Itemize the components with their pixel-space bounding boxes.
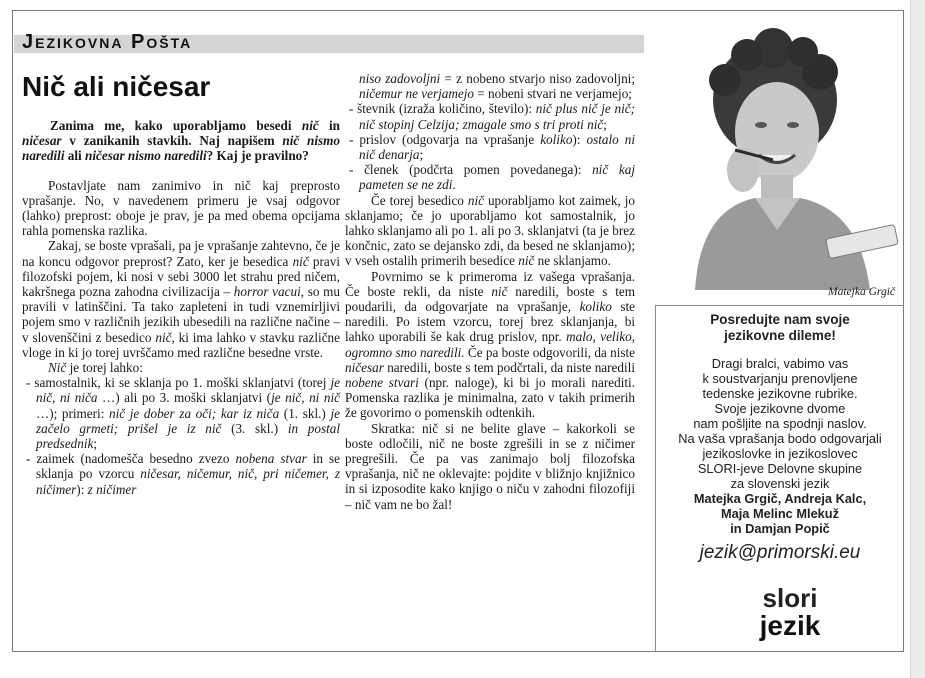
logo-top-text: slori <box>762 583 818 613</box>
promo-line: jezikoslovke in jezikoslovec <box>702 446 858 461</box>
promo-line: k soustvarjanju prenovljene <box>702 371 858 386</box>
paragraph-3: Nič je torej lahko: <box>48 360 143 376</box>
paragraph-6: Skratka: nič si ne belite glave – kakorkoli se boste odločili, nič ne boste zgrešili in se z ničimer pregrešili. Če pa vas zanimajo bolj filozofska vprašanja, nič ne oklevajte: pojdite v bližnjo knjižnico in si izposodite kako knjigo o niču v zahodni filozofiji – nič vam ne bo žal! <box>345 420 635 512</box>
portrait-image <box>655 20 903 290</box>
promo-line: SLORI-jeve Delovne skupine <box>697 461 863 476</box>
column-left <box>22 118 340 497</box>
scrollbar[interactable] <box>910 0 925 678</box>
list-item-zaimek-continued: niso zadovoljni = z nobeno stvarjo niso zadovoljni; ničemur ne verjamejo = nobeni stvari ne verjamejo; <box>359 71 635 102</box>
section-title: Jezikovna Pošta <box>22 31 193 53</box>
promo-line: za slovenski jezik <box>730 476 830 491</box>
promo-heading <box>656 312 904 344</box>
paragraph-5: Povrnimo se k primeroma iz vašega vprašanja. Če boste rekli, da niste nič naredili, boste s tem poudarili, da odgovarjate na vprašanje, koliko ste naredili. Po istem vzorcu, torej brez sklanjanja, bi lahko uporabili še kak drug prislov, npr. malo, veliko, ogromno smo naredili. Če pa boste odgovorili, da niste ničesar naredili, boste s tem podčrtali, da niste naredili nobene stvari (npr. naloge), ki bi jo morali narediti. Pomenska razlika je minimalna, zato v takih primerih že govorimo o pomenskih odtenkih. <box>345 268 636 421</box>
column-middle <box>345 71 635 512</box>
paragraph-4: Če torej besedico nič uporabljamo kot zaimek, jo sklanjamo; če jo uporabljamo kot samostalnik, jo lahko sklanjamo ali po 1. ali po 3. sklanjatvi (ta je brez končnic, zato se dejansko zdi, da besed ne sklanjamo); v vseh ostalih primerih besedice nič ne sklanjamo. <box>345 192 635 269</box>
promo-line: Dragi bralci, vabimo vas <box>711 356 849 371</box>
list-item-stevnik: - števnik (izraža količino, število): nič plus nič je nič; nič stopinj Celzija; zmagale smo s tri proti nič; <box>349 101 635 132</box>
list-item-clenek: - členek (podčrta pomen povedanega): nič kaj pameten se ne zdi. <box>349 162 635 193</box>
promo-box <box>655 305 904 651</box>
article-title: Nič ali ničesar <box>22 71 211 102</box>
list-item-samostalnik: - samostalnik, ki se sklanja po 1. moški sklanjatvi (torej je nič, ni niča …) ali po 3. moški sklanjatvi (je nič, ni nič …); primeri: nič je dober za oči; kar iz niča (1. skl.) je začelo grmeti; prišel je iz nič (3. skl.) in postal predsednik; <box>26 375 341 452</box>
promo-line: Svoje jezikovne dvome <box>714 401 846 416</box>
author-photo <box>655 20 903 316</box>
photo-caption: Matejka Grgič <box>828 286 895 298</box>
list-item-prislov: - prislov (odgovarja na vprašanje koliko): ostalo ni nič denarja; <box>349 131 636 163</box>
list-item-zaimek: - zaimek (nadomešča besedno zvezo nobena stvar in se sklanja po vzorcu ničesar, ničemur, nič, pri ničemer, z ničimer): z ničimer <box>26 451 340 497</box>
reader-question: Zanima me, kako uporabljamo besedi nič in ničesar v zanikanih stavkih. Naj napišem nič nismo naredili ali ničesar nismo naredili? Kaj je pravilno? <box>22 118 341 164</box>
promo-heading-line: jezikovne dileme! <box>724 328 836 343</box>
logo-bottom-text: jezik <box>759 610 821 641</box>
promo-line: Na vaša vprašanja bodo odgovarjali <box>678 431 882 446</box>
promo-line: nam pošljite na spodnji naslov. <box>693 416 867 431</box>
promo-email[interactable]: jezik@primorski.eu <box>699 542 861 563</box>
paragraph-1: Postavljate nam zanimivo in nič kaj preprosto vprašanje. No, v navedenem primeru je vsaj odgovor (lahko) preprost: oboje je prav, je pa med obema opcijama rahla pomenska razlika. <box>22 177 340 239</box>
promo-line: tedenske jezikovne rubrike. <box>702 386 858 401</box>
promo-authors <box>656 491 904 536</box>
promo-author-line: Matejka Grgič, Andreja Kalc, <box>693 491 867 506</box>
promo-body <box>656 356 904 491</box>
promo-author-line: Maja Melinc Mlekuž <box>720 506 840 521</box>
slori-jezik-logo <box>740 583 840 643</box>
promo-author-line: in Damjan Popič <box>730 521 830 536</box>
promo-heading-line: Posredujte nam svoje <box>710 312 850 327</box>
paragraph-2: Zakaj, se boste vprašali, pa je vprašanje zahtevno, če je na koncu odgovor preprost? Zato, ker je besedica nič pravi filozofski pojem, ki nosi v sebi 3000 let strahu pred ničem, kakršnega pozna zahodna civilizacija – horror vacui, so mu pravili v latinščini. Ta tako zapleteni in tudi vznemirljivi pojem smo v različnih jezikih ubesedili na različne načine – v slovenščini z besedico nič, ki ima lahko v stavku različne vloge in ki jo torej uvrščamo med različne besedne vrste. <box>22 238 341 360</box>
